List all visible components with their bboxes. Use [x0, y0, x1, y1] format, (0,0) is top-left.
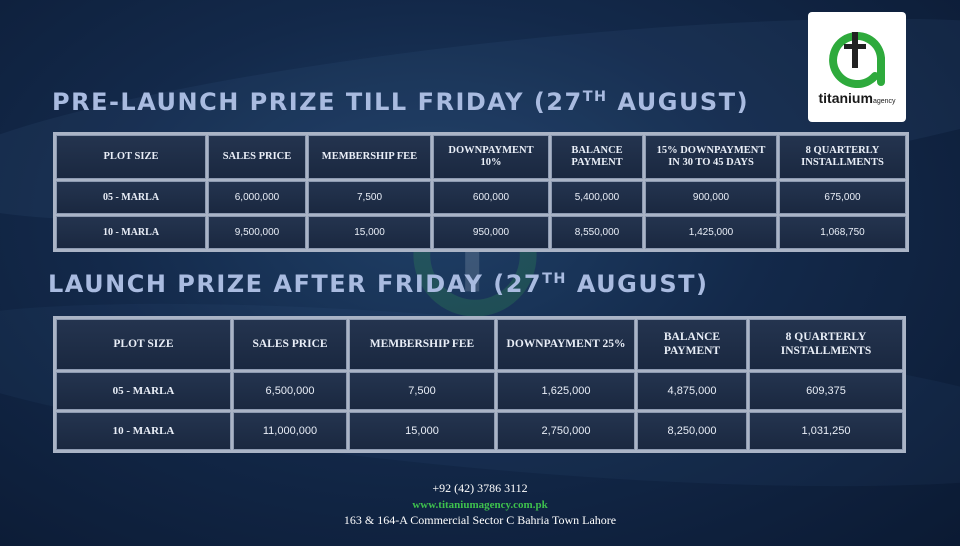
- table-cell: 600,000: [433, 181, 549, 214]
- table-cell: 11,000,000: [233, 412, 347, 450]
- column-header: MEMBERSHIP FEE: [349, 319, 495, 370]
- table-cell: 675,000: [779, 181, 906, 214]
- column-header: PLOT SIZE: [56, 319, 231, 370]
- table-cell: 900,000: [645, 181, 777, 214]
- table-cell: 8,550,000: [551, 216, 643, 249]
- table-cell: 7,500: [308, 181, 431, 214]
- table-cell: 950,000: [433, 216, 549, 249]
- column-header: MEMBERSHIP FEE: [308, 135, 431, 179]
- table-cell: 9,500,000: [208, 216, 306, 249]
- table-cell: 4,875,000: [637, 372, 747, 410]
- table-header-row: [56, 319, 903, 370]
- column-header: 8 QUARTERLY INSTALLMENTS: [779, 135, 906, 179]
- website-link[interactable]: www.titaniumagency.com.pk: [412, 499, 548, 511]
- table-header-row: [56, 135, 906, 179]
- contact-phone: +92 (42) 3786 3112: [432, 481, 528, 495]
- column-header: 15% DOWNPAYMENT IN 30 TO 45 DAYS: [645, 135, 777, 179]
- table-cell: 05 - MARLA: [56, 181, 206, 214]
- brand-logo: [808, 12, 906, 122]
- table-cell: 6,000,000: [208, 181, 306, 214]
- column-header: DOWNPAYMENT 25%: [497, 319, 635, 370]
- table-cell: 1,625,000: [497, 372, 635, 410]
- table-cell: 7,500: [349, 372, 495, 410]
- column-header: BALANCE PAYMENT: [551, 135, 643, 179]
- table-cell: 15,000: [308, 216, 431, 249]
- column-header: SALES PRICE: [233, 319, 347, 370]
- table-cell: 6,500,000: [233, 372, 347, 410]
- brand-name: titaniumagency: [818, 90, 896, 106]
- column-header: DOWNPAYMENT 10%: [433, 135, 549, 179]
- pre-launch-price-table: [53, 132, 909, 252]
- table-cell: 5,400,000: [551, 181, 643, 214]
- table-cell: 2,750,000: [497, 412, 635, 450]
- table-cell: 8,250,000: [637, 412, 747, 450]
- column-header: BALANCE PAYMENT: [637, 319, 747, 370]
- table-cell: 05 - MARLA: [56, 372, 231, 410]
- office-address: 163 & 164-A Commercial Sector C Bahria Town Lahore: [343, 513, 617, 527]
- table-cell: 1,425,000: [645, 216, 777, 249]
- table-cell: 10 - MARLA: [56, 216, 206, 249]
- table-row: [56, 216, 906, 249]
- titanium-logo-icon: [825, 20, 889, 88]
- column-header: SALES PRICE: [208, 135, 306, 179]
- launch-price-table: [53, 316, 906, 453]
- table-row: [56, 181, 906, 214]
- column-header: PLOT SIZE: [56, 135, 206, 179]
- table-cell: 609,375: [749, 372, 903, 410]
- table-cell: 1,031,250: [749, 412, 903, 450]
- table-row: [56, 372, 903, 410]
- table-row: [56, 412, 903, 450]
- launch-heading: LAUNCH PRIZE AFTER FRIDAY (27TH AUGUST): [48, 270, 709, 298]
- table-cell: 15,000: [349, 412, 495, 450]
- pre-launch-heading: PRE-LAUNCH PRIZE TILL FRIDAY (27TH AUGUST): [52, 88, 750, 116]
- table-cell: 10 - MARLA: [56, 412, 231, 450]
- table-cell: 1,068,750: [779, 216, 906, 249]
- column-header: 8 QUARTERLY INSTALLMENTS: [749, 319, 903, 370]
